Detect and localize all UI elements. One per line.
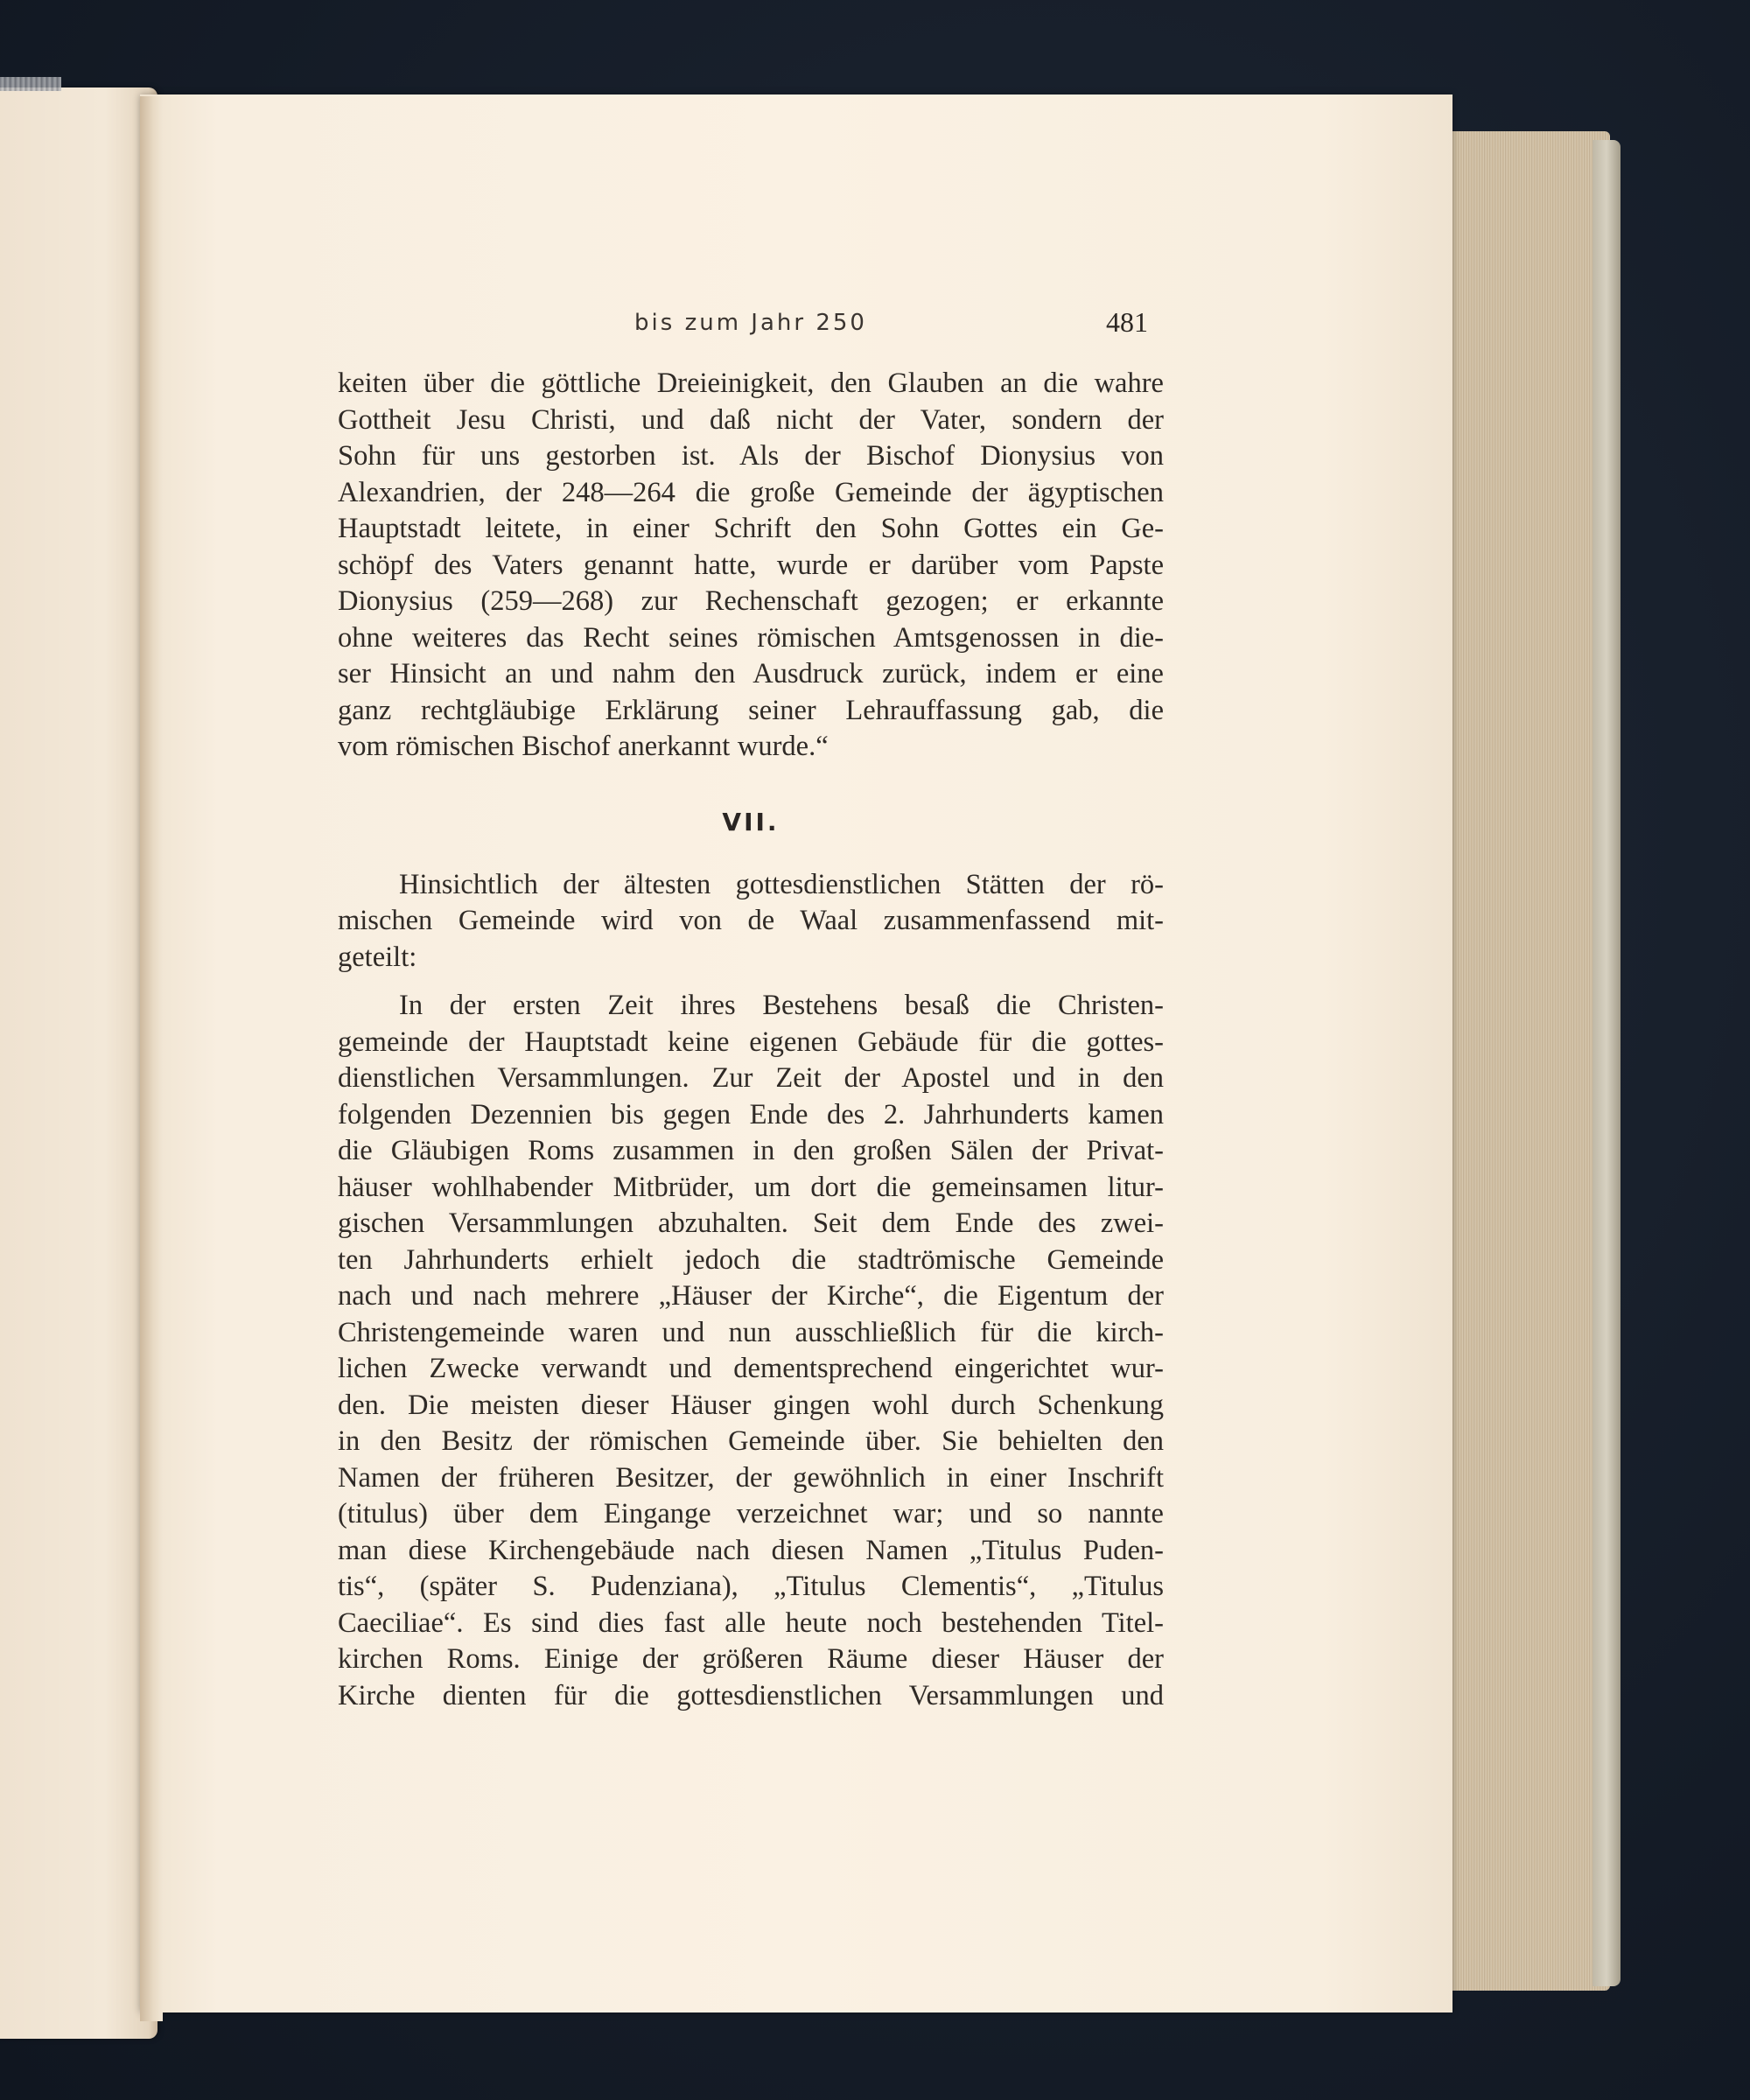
text-line: tis“, (später S. Pudenziana), „Titulus Clementis“, „Titulus <box>338 1571 1164 1602</box>
text-line: Christengemeinde waren und nun ausschließlich für die kirch- <box>338 1316 1164 1348</box>
text-line: lichen Zwecke verwandt und dementsprechend eingerichtet wur- <box>338 1353 1164 1384</box>
paragraph-continued <box>338 366 1164 766</box>
text-line: Dionysius (259—268) zur Rechenschaft gezogen; er erkannte <box>338 585 1164 617</box>
text-line: Alexandrien, der 248—264 die große Gemeinde der ägyptischen <box>338 476 1164 508</box>
text-line: folgenden Dezennien bis gegen Ende des 2. Jahrhunderts kamen <box>338 1098 1164 1130</box>
text-line: Caeciliae“. Es sind dies fast alle heute noch bestehenden Titel- <box>338 1606 1164 1639</box>
text-line: nach und nach mehrere „Häuser der Kirche“, die Eigentum der <box>338 1280 1164 1312</box>
text-line: den. Die meisten dieser Häuser gingen wohl durch Schenkung <box>338 1389 1164 1421</box>
text-line: Hinsichtlich der ältesten gottesdienstlichen Stätten der rö- <box>399 868 1164 900</box>
text-line: ten Jahrhunderts erhielt jedoch die stadtrömische Gemeinde <box>338 1243 1164 1276</box>
text-line: ganz rechtgläubige Erklärung seiner Lehrauffassung gab, die <box>338 694 1164 726</box>
page-gutter <box>140 96 163 2021</box>
text-line: In der ersten Zeit ihres Bestehens besaß die Christen- <box>399 990 1164 1021</box>
text-line: Kirche dienten für die gottesdienstlichen Versammlungen und <box>338 1679 1164 1712</box>
text-line: häuser wohlhabender Mitbrüder, um dort die gemeinsamen litur- <box>338 1171 1164 1203</box>
text-line: die Gläubigen Roms zusammen in den großen Sälen der Privat- <box>338 1135 1164 1166</box>
book-cover-edge <box>1592 140 1620 1986</box>
text-line: man diese Kirchengebäude nach diesen Namen „Titulus Puden- <box>338 1534 1164 1566</box>
left-binding-strip <box>0 77 61 91</box>
running-header <box>338 306 1164 346</box>
text-line: gemeinde der Hauptstadt keine eigenen Gebäude für die gottes- <box>338 1026 1164 1058</box>
paragraph-gap <box>338 976 1164 988</box>
text-line: kirchen Roms. Einige der größeren Räume dieser Häuser der <box>338 1643 1164 1675</box>
text-line: mischen Gemeinde wird von de Waal zusammenfassend mit- <box>338 905 1164 936</box>
text-line: vom römischen Bischof anerkannt wurde.“ <box>338 731 829 762</box>
text-line: (titulus) über dem Eingange verzeichnet war; und so nannte <box>338 1498 1164 1530</box>
text-line: Sohn für uns gestorben ist. Als der Bischof Dionysius von <box>338 440 1164 472</box>
text-line: ser Hinsicht an und nahm den Ausdruck zurück, indem er eine <box>338 658 1164 690</box>
paragraph-intro <box>338 867 1164 976</box>
paragraph-quotation <box>338 988 1164 1714</box>
page-block-edge <box>1452 131 1610 1991</box>
running-title: bis zum Jahr 250 <box>634 310 867 336</box>
text-line: Hauptstadt leitete, in einer Schrift den Sohn Gottes ein Ge- <box>338 513 1164 544</box>
text-line: ohne weiteres das Recht seines römischen Amtsgenossen in die- <box>338 621 1164 654</box>
text-line: Gottheit Jesu Christi, und daß nicht der Vater, sondern der <box>338 403 1164 436</box>
text-line: in den Besitz der römischen Gemeinde über. Sie behielten den <box>338 1425 1164 1457</box>
text-line: schöpf des Vaters genannt hatte, wurde er darüber vom Papste <box>338 549 1164 581</box>
text-line: gischen Versammlungen abzuhalten. Seit dem Ende des zwei- <box>338 1208 1164 1239</box>
text-line: geteilt: <box>338 941 417 973</box>
section-heading: VII. <box>722 807 780 836</box>
text-line: dienstlichen Versammlungen. Zur Zeit der Apostel und in den <box>338 1062 1164 1094</box>
text-line: keiten über die göttliche Dreieinigkeit, den Glauben an die wahre <box>338 368 1164 399</box>
left-facing-page-edge <box>0 88 158 2039</box>
text-line: Namen der früheren Besitzer, der gewöhnlich in einer Inschrift <box>338 1461 1164 1494</box>
page-number: 481 <box>1106 306 1148 338</box>
page-content <box>338 306 1164 1714</box>
